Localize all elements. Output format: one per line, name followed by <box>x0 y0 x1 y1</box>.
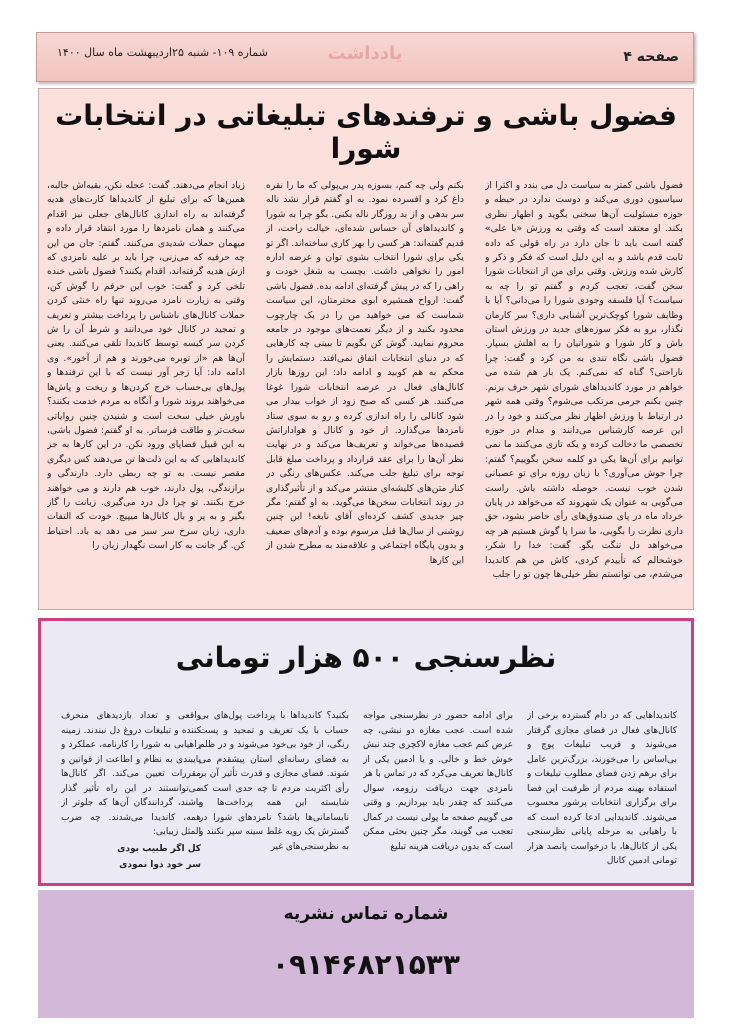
article-column-4 <box>61 709 201 879</box>
contact-box <box>38 890 694 1018</box>
article-poll <box>38 618 694 886</box>
column-text: بکنم ولی چه کنم، بسوزه پدر بی‌پولی که ما را نقره داغ کرد و افسرده نمود. به او گفتم قرار نشد ناله سر بدهی و از بد روزگار ناله بکنی. بگو چرا به شورا و کاندیداهای آن حساس شده‌ای، خیالت راحت، از قدیم گفته‌اند: هر کسی را بهر کاری ساخته‌اند. اگر تو یکی برای شورا انتخاب بشوی توان و عرضه اداره امور را نخواهی داشت. بچسب به شغل خودت و راهی را که در پیش گرفته‌ای ادامه بده. فضول باشی گفت: ارواح همشیره ابوی محترمتان، این سیاست شماست که می خواهید من را در یک چارچوب محدود بکنید و از دیگر نعمت‌های موجود در جامعه محروم نمایید. گوش کن بگویم تا ببینی چه کارهایی که در دنیای انتخابات اتفاق نمی‌افتد. دستمایش را محکم به هم کوبید و ادامه داد: این روزها بازار کانال‌های فعال در عرصه انتخابات شورا غوغا می‌کنند. هر کسی که صبح زود از خواب بیدار می شود کانالی را راه اندازی کرده و رو به سوی ستاد نامزدها می‌گذارد. از خود و کانال و هواداراتش قصیده‌ها می‌خواند و تعریف‌ها می‌کند و در نهایت نظر آن‌ها را برای عقد قرارداد و پرداخت مبلغ قابل توجه برای تبلیغ جلب می‌کند. عکس‌های رنگی در کنار متن‌های کلیشه‌ای منتشر می‌کند و از تأثیرگذاری در روند انتخابات سخن‌ها می‌گوید. به او گفتم: مگر چیز جدیدی کشف کرده‌ای آقای نابغه! این چنین روشنی از سال‌ها قبل مرسوم بوده و آدم‌های ضعیف و بدون پایگاه اجتماعی و علاقه‌مند به مطرح شدن از این کارها <box>266 180 464 566</box>
article-column-1 <box>485 179 683 599</box>
column-text: برای ادامه حضور در نظرسنجی مواجه شده است. عجب مغازه دو نبشی، چه عرض کنم عجب مغازه لاکچری چند نبش خوش خط و خالی. و یا ادمین یکی از کانال‌ها تعریف می‌کرد که در تماس با هر نامزدی جهت دریافت رزومه، سوال می‌کنند که چقدر باید بپردازیم. و وقتی می گوییم صفحه ما پولی نیست در کمال تعجب می گویند، مگر چنین بحثی ممکن است که بدون دریافت هزینه تبلیغ <box>363 711 513 852</box>
page-header <box>36 32 694 82</box>
page-number: صفحه ۴ <box>623 49 679 65</box>
column-text: بکنید؟ کاندیداها با پرداخت پول‌های بی حساب با یک تعریف و تمجید و پست رنگی، از خود بی‌خود می‌شوند و در ظلم به فضای رسانه‌ای استان پیشقدم می شوند. فضای مجازی و قدرت تأثیر آن بر رأی اکثریت مردم تا چه حدی است که شایسته این همه پرداخت‌ها و نابسامانی‌ها باشد؟ نامزدهای شورا در گسترش یک رویه غلط سینه سپر نکنند و به نظرسنجی‌های غیر <box>199 711 349 852</box>
column-text: واقعی و تعداد بازدیدهای منحرف کننده و تبلیغات دروغ دل نبندند. زمینه راهیابی به شورا را کارنامه، عملکرد و پایبندی به نظام و اطاعت از قوانین و مقررات تعیین می‌کند. اگر کانال‌ها می‌توانستند در این راه تأثیر گذار باشند، گردانندگان آن‌ها که جلوتر از همه، کاندیدا می‌شدند. چه ضرب المثل زیبایی: <box>61 711 201 837</box>
article-column-3 <box>199 709 349 879</box>
column-text: کاندیداهایی که در دام گسترده برخی از کانال‌های فعال در فضای مجازی گرفتار می‌شوند و فریب تبلیغات پوچ و بی‌اساس را می‌خورند، بزرگ‌ترین عامل برای برهم زدن فضای مطلوب تبلیغات و استفاده بهینه مردم از ظرفیت این فضا برای برگزاری انتخابات پرشور محسوب می‌شوند. کاندیدایی ادعا کرده است که با راهیابی به مرحله پایانی نظرسنجی یکی از کانال‌ها، با درخواست پانصد هزار تومانی ادمین کانال <box>527 711 677 866</box>
article-title: فضول باشی و ترفندهای تبلیغاتی در انتخابات شورا <box>55 99 677 165</box>
contact-label: شماره تماس نشریه <box>283 904 449 924</box>
proverb-line-2: سر خود دوا نمودی <box>119 860 201 870</box>
column-text: فضول باشی کمتر به سیاست دل می بندد و اکثرا از سیاسیون دوری می‌کند و دوست ندارد در حیطه و حوزه مسئولیت آن‌ها سخنی بگوید و اظهار نظری بکند. او معتقد است که وقتی به ورزش «یا علی» گفته است باید تا جان دارد در راه قولی که داده ثابت قدم باشد و به این دلیل است که فکر و ذکر و کارش شده ورزش. وقتی برای من از انتخابات شورا سخن گفت، تعجب کردم و گفتم تو را چه به سیاست؟ آیا فلسفه وجودی شورا را می‌دانی؟ آیا با وظایف شورا کوچک‌ترین آشنایی داری؟ سر کارمان نگذار، برو به فکر سوزه‌های جدید در ورزش استان باش و کار شورا و شوراتیان را به اهلش بسپار. فضول باشی نگاه تندی به من کرد و گفت: چرا ناراحتی؟ گناه که نمی‌کنم. یک بار هم شده می خواهم در مورد کاندیداهای شورای شهر حرف بزنم. چنین بکنم جرمی مرتکب می‌شوم؟ وقتی همه شهر در ارتباط با ورزش اظهار نظر می‌کنند و خود را در این عرصه کارشناس می‌دانند و مدام در حوزه تخصصی ما دخالت کرده و یکه تازی می‌کنند ما نمی توانیم برای آن‌ها یکی دو کلمه سخن بگوییم؟ گفتم: چرا جوش می‌آوری؟ با زبان روزه برای تو عصبانی شدن خوب نیست. حوصله داشته باش. راست می‌گویی به عنوان یک شهروند که می‌خواهد در پایان خرداد ماه در پای صندوق‌های رأی حاضر بشود، حق داری نظرت را بگویی، ما سرا پا گوش هستیم هر چه می‌خواهد دل تنگت بگو. گفت: خدا را شکر، خوشحالم که تأییدم کردی، کاش من هم کاندیدا می‌شدم، می توانستم نظر خیلی‌ها چون تو را جلب <box>485 180 683 580</box>
column-text: زیاد انجام می‌دهند. گفت: عجله نکن، بقیه‌اش جالبه، همین‌ها که برای تبلیغ از کاندیداها کارت‌های هدیه گرفته‌اند به راه اندازی کانال‌های جعلی نیز اقدام می‌کنند و همان نامزدها را مورد انتقاد قرار داده و میهمان حملات شدیدی می‌کنند. گفتم: جان من این چه حرفیه که می‌زنی، چرا باید بر علیه نامزدی که ازش هدیه گرفته‌اند، اقدام بکنند؟ فضول باشی خنده تلخی کرد و گفت: خوب این حرفم را گوش کن، وقتی به زیارت نامزد می‌روند تنها راه خنثی کردن حملات کانال‌های ناشناس را پرداخت بیشتر و تعریف و تمجید در کانال خود می‌دانند و شرط آن را ش کردن سر کیسه توسط کاندیدا تلقی می‌کنند. یعنی آن‌ها هم «از توبره می‌خورند و هم از آخور». وی ادامه داد: آیا زجر آور نیست که با این ترفندها و پول‌های بی‌حساب خرج کردن‌ها و ریخت و پاش‌ها می‌خواهند بروند شورا و آنگاه به مردم خدمت بکنند؟ باورش خیلی سخت است و شنیدن چنین روایاتی سخت‌تر و طاقت فرساتر. به او گفتم: فضول باشی، به این قبیل فضاپای ورود نکن. در این کارها به جز کاندیداهایی که به این ذلت‌ها تن می‌دهند کس دیگری مقصر نیست. به تو چه ربطی دارد. دارندگی و برازندگی، پول دارند، خوب هم دارند و می خواهند خرج بکنند. تو چرا دل درد می‌گیری. زبانت را گاز بگیر و به پر و بال کانال‌ها میپیچ. خودت که التفات داری، زبان سرخ سر سبز می دهد به باد. احتیاط کن. گر جانت به کار است نگهدار زبان را <box>47 180 245 552</box>
proverb-line-1: کل اگر طبیب بودی <box>117 843 201 854</box>
section-title: یادداشت <box>327 43 403 64</box>
article-column-3 <box>47 179 245 599</box>
article-column-2 <box>266 179 464 599</box>
article-column-2 <box>363 709 513 879</box>
article-column-1 <box>527 709 677 879</box>
issue-info: شماره ۱۰۹- شنبه ۲۵اردیبهشت ماه سال ۱۴۰۰ <box>57 46 268 59</box>
contact-phone-number: ۰۹۱۴۶۸۲۱۵۳۳ <box>272 948 460 981</box>
article-main <box>38 88 694 610</box>
article-title: نظرسنجی ۵۰۰ هزار تومانی <box>175 641 557 674</box>
